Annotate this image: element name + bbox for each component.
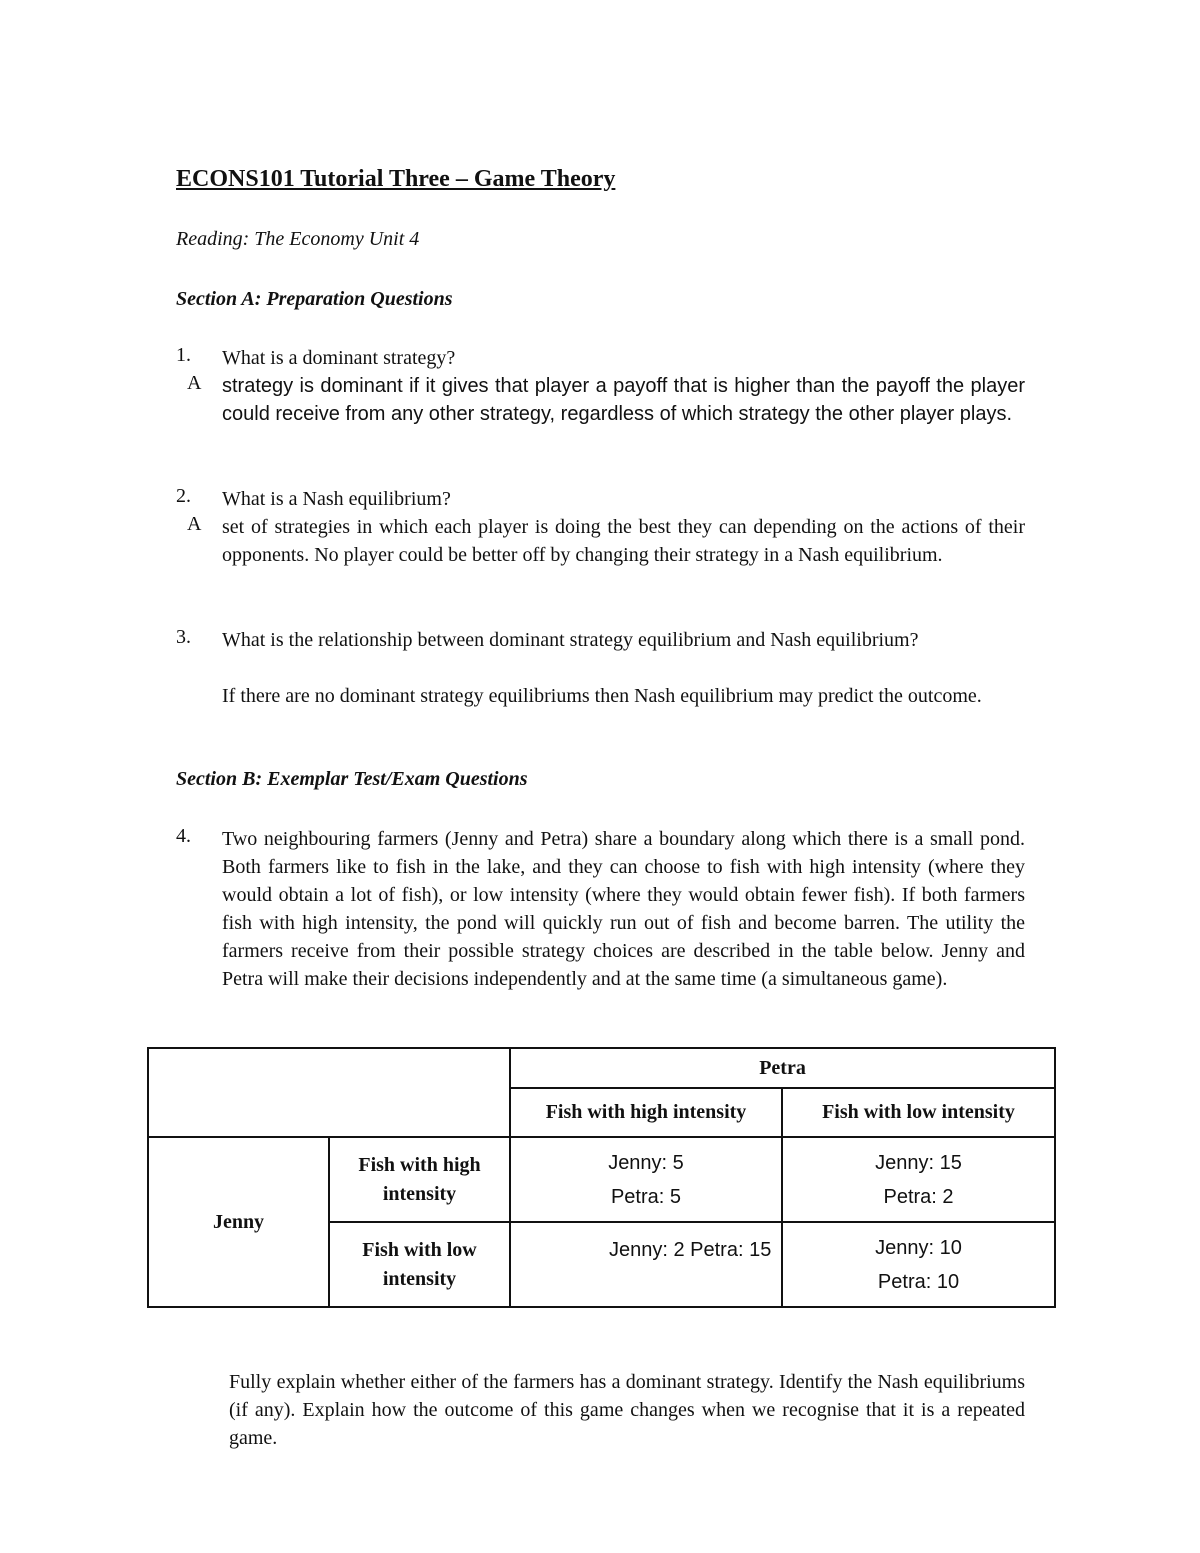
payoff-cell-low-low (782, 1222, 1055, 1307)
document-title: ECONS101 Tutorial Three – Game Theory (176, 166, 616, 192)
question-3-text: What is the relationship between dominant strategy equilibrium and Nash equilibrium? (222, 629, 919, 651)
answer-2-marker: A (187, 513, 202, 535)
answer-2-text: set of strategies in which each player is doing the best they can depending on the actions of their opponents. No player could be better off by changing their strategy in a Nash equilibrium. (222, 516, 1025, 566)
question-1-text: What is a dominant strategy? (222, 347, 456, 369)
payoff-cell-low-high: Jenny: 2 Petra: 15 (510, 1222, 782, 1307)
column-header-high: Fish with high intensity (510, 1088, 782, 1137)
payoff-jenny: Jenny: 10 (875, 1237, 962, 1259)
reading-line: Reading: The Economy Unit 4 (176, 228, 420, 250)
column-header-low: Fish with low intensity (782, 1088, 1055, 1137)
payoff-petra: Petra: 10 (877, 1271, 960, 1293)
question-4-text: Two neighbouring farmers (Jenny and Petra) share a boundary along which there is a small pond. Both farmers like to fish in the lake, and they can choose to fish with high intensity (where they would obtain a lot of fish), or low intensity (where they would obtain fewer fish). If both farmers fish with high intensity, the pond will quickly run out of fish and become barren. The utility the farmers receive from their possible strategy choices are described in the table below. Jenny and Petra will make their decisions independently and at the same time (a simultaneous game). (222, 828, 1025, 990)
answer-1-marker: A (187, 372, 202, 394)
payoff-table (147, 1047, 1056, 1308)
section-b-heading: Section B: Exemplar Test/Exam Questions (176, 768, 528, 790)
answer-3-text: If there are no dominant strategy equilibriums then Nash equilibrium may predict the outcome. (222, 685, 982, 707)
payoff-petra: Petra: 2 (883, 1186, 954, 1208)
row-header-low: Fish with low intensity (329, 1222, 510, 1307)
payoff-cell-high-low (782, 1137, 1055, 1222)
section-a-heading: Section A: Preparation Questions (176, 288, 453, 310)
question-4-number: 4. (176, 825, 191, 847)
answer-1-text: strategy is dominant if it gives that player a payoff that is higher than the payoff the player could receive from any other strategy, regardless of which strategy the other player plays. (222, 375, 1025, 425)
payoff-cell-high-high (510, 1137, 782, 1222)
question-2-text: What is a Nash equilibrium? (222, 488, 451, 510)
question-3-number: 3. (176, 626, 191, 648)
question-2-number: 2. (176, 485, 191, 507)
payoff-jenny: Jenny: 5 (608, 1152, 684, 1174)
table-empty-corner (148, 1048, 510, 1137)
instruction-text: Fully explain whether either of the farmers has a dominant strategy. Identify the Nash equilibriums (if any). Explain how the outcome of this game changes when we recognise that it is a repeated game. (229, 1371, 1025, 1449)
payoff-jenny: Jenny: 15 (875, 1152, 962, 1174)
row-header-high: Fish with high intensity (329, 1137, 510, 1222)
payoff-petra: Petra: 5 (610, 1186, 682, 1208)
row-player-header: Jenny (148, 1137, 329, 1307)
column-player-header: Petra (510, 1048, 1055, 1088)
question-1-number: 1. (176, 344, 191, 366)
